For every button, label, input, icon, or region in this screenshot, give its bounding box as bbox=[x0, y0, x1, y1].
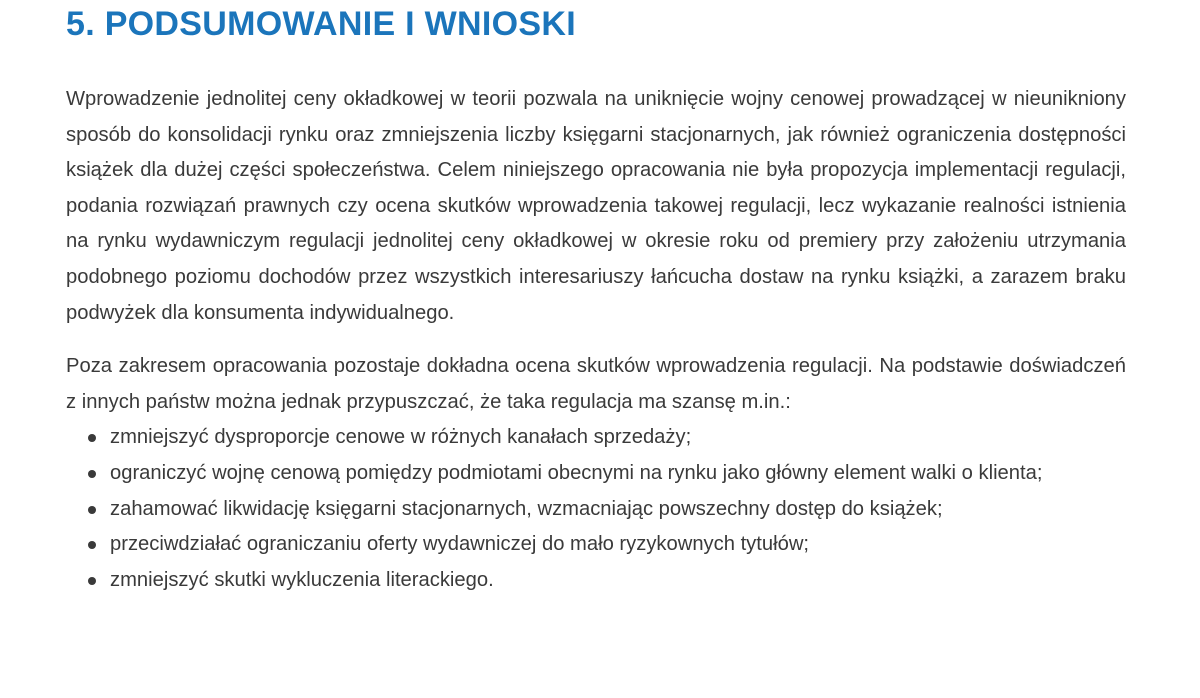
document-page bbox=[66, 0, 1126, 598]
section-heading: 5. PODSUMOWANIE I WNIOSKI bbox=[66, 5, 576, 43]
list-item-text: zmniejszyć skutki wykluczenia literackiego. bbox=[110, 568, 494, 591]
bullet-icon bbox=[88, 577, 96, 585]
list-item-text: przeciwdziałać ograniczaniu oferty wydawniczej do mało ryzykownych tytułów; bbox=[110, 533, 810, 556]
list-item bbox=[66, 527, 1126, 563]
bullet-icon bbox=[88, 541, 96, 549]
paragraph-summary: Wprowadzenie jednolitej ceny okładkowej w teorii pozwala na uniknięcie wojny cenowej prowadzącej w nieunikniony sposób do konsolidacji rynku oraz zmniejszenia liczby księgarni stacjonarnych, jak również ograniczenia dostępności książek dla dużej części społeczeństwa. Celem niniejszego opracowania nie była propozycja implementacji regulacji, podania rozwiązań prawnych czy ocena skutków wprowadzenia takowej regulacji, lecz wykazanie realności istnienia na rynku wydawniczym regulacji jednolitej ceny okładkowej w okresie roku od premiery przy założeniu utrzymania podobnego poziomu dochodów przez wszystkich interesariuszy łańcucha dostaw na rynku książki, a zarazem braku podwyżek dla konsumenta indywidualnego. bbox=[66, 88, 1126, 324]
list-item-text: ograniczyć wojnę cenową pomiędzy podmiotami obecnymi na rynku jako główny element walki o klienta; bbox=[110, 461, 1043, 484]
list-item-text: zahamować likwidację księgarni stacjonarnych, wzmacniając powszechny dostęp do książek; bbox=[110, 497, 943, 520]
list-item bbox=[66, 456, 1126, 492]
bullet-icon bbox=[88, 470, 96, 478]
paragraph-scope: Poza zakresem opracowania pozostaje dokładna ocena skutków wprowadzenia regulacji. Na podstawie doświadczeń z innych państw można jednak przypuszczać, że taka regulacja ma szansę m.in.: bbox=[66, 355, 1126, 413]
list-item bbox=[66, 492, 1126, 528]
list-item-text: zmniejszyć dysproporcje cenowe w różnych kanałach sprzedaży; bbox=[110, 426, 692, 449]
bullet-icon bbox=[88, 434, 96, 442]
list-item bbox=[66, 420, 1126, 456]
list-item bbox=[66, 563, 1126, 599]
conclusions-list bbox=[66, 420, 1126, 598]
bullet-icon bbox=[88, 506, 96, 514]
